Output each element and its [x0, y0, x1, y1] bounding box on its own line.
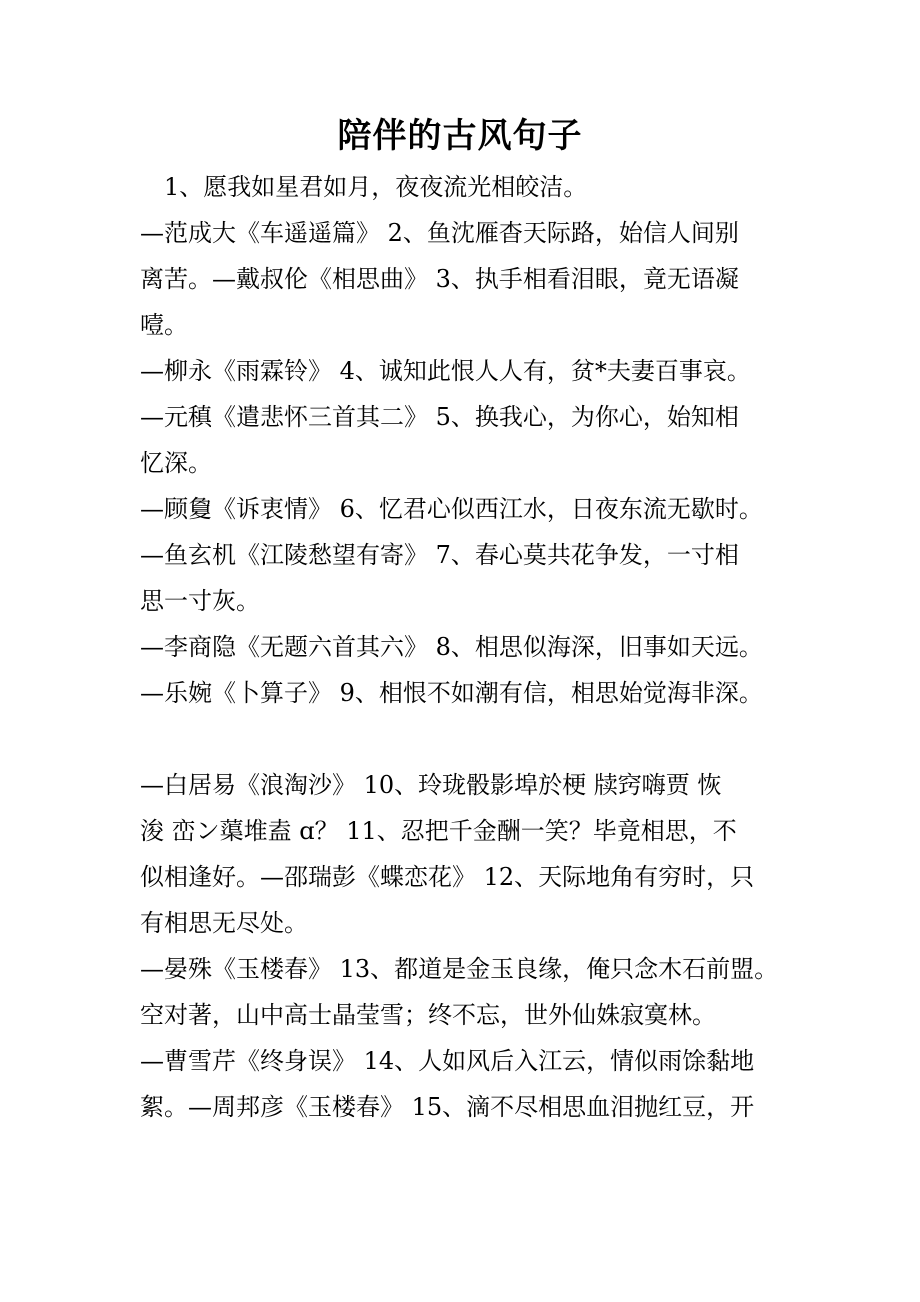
text-line: —曹雪芹《终身误》 14、人如风后入江云，情似雨馀黏地 [140, 1047, 755, 1075]
text-line: —晏殊《玉楼春》 13、都道是金玉良缘，俺只念木石前盟。 [140, 955, 779, 983]
text-line: —柳永《雨霖铃》 4、诚知此恨人人有，贫*夫妻百事哀。 [140, 357, 751, 385]
document-title: 陪伴的古风句子 [337, 116, 583, 156]
text-line: 思一寸灰。 [140, 587, 260, 615]
paragraph-gap [140, 716, 800, 762]
text-line: —范成大《车遥遥篇》 2、鱼沈雁杳天际路，始信人间别 [140, 219, 739, 247]
text-line: —鱼玄机《江陵愁望有寄》 7、春心莫共花争发，一寸相 [140, 541, 739, 569]
text-line: 1、愿我如星君如月，夜夜流光相皎洁。 [164, 173, 588, 201]
text-line: 似相逢好。—邵瑞彭《蝶恋花》 12、天际地角有穷时，只 [140, 863, 755, 891]
text-line: 忆深。 [140, 449, 212, 477]
text-line: —元稹《遣悲怀三首其二》 5、换我心，为你心，始知相 [140, 403, 739, 431]
text-line: —乐婉《卜算子》 9、相恨不如潮有信，相思始觉海非深。 [140, 679, 763, 707]
text-line: 絮。—周邦彦《玉楼春》 15、滴不尽相思血泪抛红豆，开 [140, 1093, 755, 1121]
text-line: —李商隐《无题六首其六》 8、相思似海深，旧事如天远。 [140, 633, 763, 661]
text-line: 噎。 [140, 311, 188, 339]
text-line: 有相思无尽处。 [140, 909, 308, 937]
text-line: 离苦。—戴叔伦《相思曲》 3、执手相看泪眼，竟无语凝 [140, 265, 739, 293]
text-line: 浚 峦ン蕖堆盍 ɑ？ 11、忍把千金酬一笑？毕竟相思，不 [140, 817, 737, 845]
text-line: 空对著，山中高士晶莹雪；终不忘，世外仙姝寂寞林。 [140, 1001, 716, 1029]
document-body [140, 164, 800, 1130]
text-line: —白居易《浪淘沙》 10、玲珑骰影埠於梗 牍窍嗨贾 恢 [140, 771, 722, 799]
text-line: —顾敻《诉衷情》 6、忆君心似西江水，日夜东流无歇时。 [140, 495, 763, 523]
